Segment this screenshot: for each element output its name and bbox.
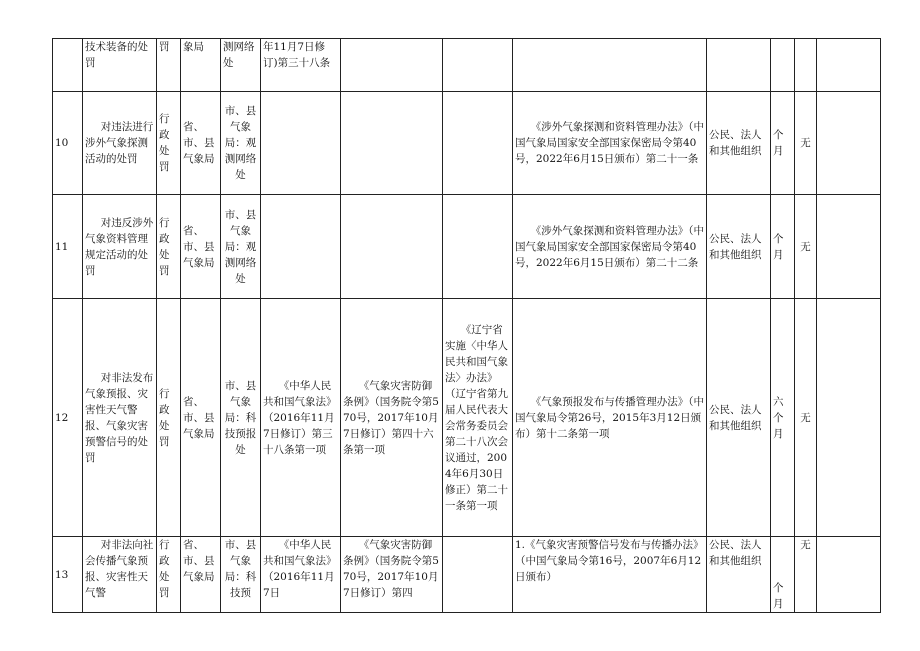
blank-cell [817, 195, 881, 299]
responsible-unit: 市、县气象局：观测网络处 [221, 92, 261, 195]
law-basis: 《中华人民共和国气象法》（2016年11月7日修订）第三十八条第一项 [261, 299, 341, 537]
law-basis [261, 92, 341, 195]
implementing-department: 省、市、县气象局 [181, 195, 221, 299]
regulation-basis: 《气象灾害防御条例》（国务院令第570号，2017年10月7日修订）第四 [341, 537, 443, 613]
time-limit: 个月 [771, 195, 795, 299]
local-regulation-basis [443, 39, 513, 92]
other-note: 无 [795, 537, 817, 613]
other-note: 无 [795, 92, 817, 195]
row-number: 12 [53, 299, 83, 537]
row-number: 11 [53, 195, 83, 299]
regulation-basis: 《气象灾害防御条例》（国务院令第570号，2017年10月7日修订）第四十六条第一项 [341, 299, 443, 537]
item-name: 对非法向社会传播气象预报、灾害性天气警 [83, 537, 157, 613]
blank-cell [817, 39, 881, 92]
item-type: 罚 [157, 39, 181, 92]
row-number: 10 [53, 92, 83, 195]
local-regulation-basis [443, 537, 513, 613]
rule-basis: 1.《气象灾害预警信号发布与传播办法》（中国气象局令第16号，2007年6月12日颁布） [513, 537, 707, 613]
regulation-basis [341, 195, 443, 299]
implementing-department: 省、市、县气象局 [181, 92, 221, 195]
law-basis: 年11月7日修订)第三十八条 [261, 39, 341, 92]
other-note: 无 [795, 195, 817, 299]
rule-basis: 《气象预报发布与传播管理办法》（中国气象局令第26号，2015年3月12日颁布）第十二条第一项 [513, 299, 707, 537]
rule-basis: 《涉外气象探测和资料管理办法》（中国气象局国家安全部国家保密局令第40号，2022年6月15日颁布）第二十二条 [513, 195, 707, 299]
row-number [53, 39, 83, 92]
item-type: 行政处罚 [157, 195, 181, 299]
other-note [795, 39, 817, 92]
responsible-unit: 测网络处 [221, 39, 261, 92]
table-row [53, 537, 881, 613]
service-target: 公民、法人和其他组织 [707, 195, 771, 299]
blank-cell [817, 92, 881, 195]
other-note: 无 [795, 299, 817, 537]
row-number: 13 [53, 537, 83, 613]
time-limit [771, 39, 795, 92]
service-target: 公民、法人和其他组织 [707, 537, 771, 613]
item-name: 技术装备的处罚 [83, 39, 157, 92]
item-name: 对违法进行涉外气象探测活动的处罚 [83, 92, 157, 195]
service-target [707, 39, 771, 92]
item-type: 行政处罚 [157, 299, 181, 537]
responsible-unit: 市、县气象局：科技预报处 [221, 299, 261, 537]
local-regulation-basis [443, 92, 513, 195]
regulation-basis [341, 39, 443, 92]
time-limit: 六个月 [771, 299, 795, 537]
law-basis: 《中华人民共和国气象法》（2016年11月7日 [261, 537, 341, 613]
responsible-unit: 市、县气象局：科技预 [221, 537, 261, 613]
blank-cell [817, 299, 881, 537]
service-target: 公民、法人和其他组织 [707, 299, 771, 537]
regulation-basis [341, 92, 443, 195]
time-limit: 个月 [771, 92, 795, 195]
item-name: 对非法发布气象预报、灾害性天气警报、气象灾害预警信号的处罚 [83, 299, 157, 537]
penalty-table [52, 38, 881, 613]
item-type: 行政处罚 [157, 537, 181, 613]
law-basis [261, 195, 341, 299]
implementing-department: 省、市、县气象局 [181, 537, 221, 613]
service-target: 公民、法人和其他组织 [707, 92, 771, 195]
table-row [53, 39, 881, 92]
table-row [53, 92, 881, 195]
local-regulation-basis: 《辽宁省实施〈中华人民共和国气象法〉办法》（辽宁省第九届人民代表大会常务委员会第二十八次会议通过，2004年6月30日修正）第二十一条第一项 [443, 299, 513, 537]
rule-basis [513, 39, 707, 92]
table-row [53, 299, 881, 537]
rule-basis: 《涉外气象探测和资料管理办法》（中国气象局国家安全部国家保密局令第40号，2022年6月15日颁布）第二十一条 [513, 92, 707, 195]
implementing-department: 省、市、县气象局 [181, 299, 221, 537]
table-row [53, 195, 881, 299]
implementing-department: 象局 [181, 39, 221, 92]
local-regulation-basis [443, 195, 513, 299]
responsible-unit: 市、县气象局：观测网络处 [221, 195, 261, 299]
item-name: 对违反涉外气象资料管理规定活动的处罚 [83, 195, 157, 299]
time-limit: 个月 [771, 537, 795, 613]
item-type: 行政处罚 [157, 92, 181, 195]
blank-cell [817, 537, 881, 613]
